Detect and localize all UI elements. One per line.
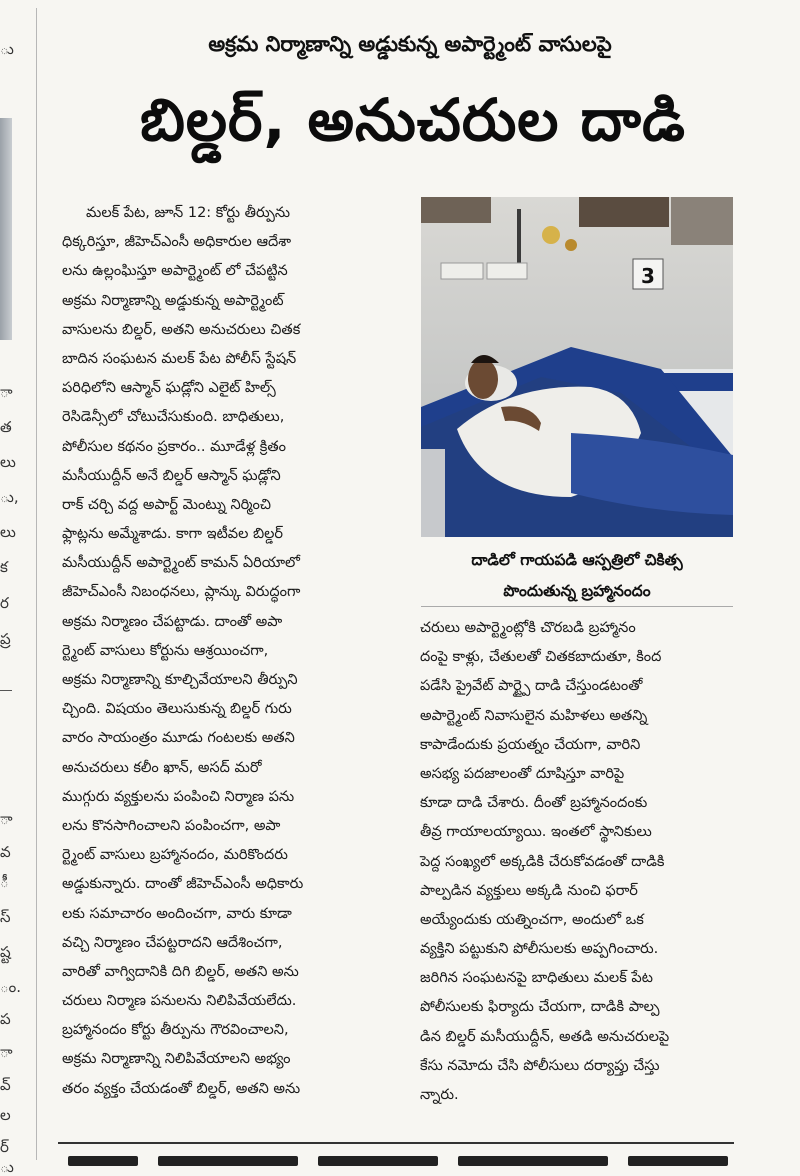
adjacent-text-fragment: ు, [0, 488, 19, 506]
body-line: చరులు నిర్మాణ పనులను నిలిపివేయలేదు. [62, 993, 297, 1010]
adjacent-text-fragment: ప్ర [0, 630, 11, 648]
adjacent-text-fragment: వ [0, 843, 11, 861]
body-line: అసభ్య పదజాలంతో దూషిస్తూ వారిపై [420, 765, 625, 782]
body-line: వాసులను బిల్డర్, అతని అనుచరులు చితక [62, 321, 301, 338]
bed-number-label: 3 [641, 264, 655, 288]
adjacent-text-fragment: స్ [0, 908, 11, 926]
body-line: అపార్ట్మెంట్ నివాసులైన మహిళలు అతన్ని [420, 707, 648, 724]
body-line: మసీయుద్దీన్ అపార్ట్మెంట్ కామన్ ఏరియాలో [62, 555, 300, 572]
body-line: అక్రమ నిర్మాణాన్ని అడ్డుకున్న అపార్ట్మెంట్ [62, 292, 284, 309]
body-line: పెద్ద సంఖ్యలో అక్కడికి చేరుకోవడంతో దాడికి [420, 853, 665, 870]
body-line: చ్చింది. విషయం తెలుసుకున్న బిల్డర్ గురు [62, 701, 292, 718]
adjacent-text-fragment: ీ [0, 873, 9, 891]
adjacent-text-fragment: ర [0, 594, 9, 612]
adjacent-article-edge [0, 0, 46, 1176]
article-headline: బిల్డర్, అనుచరుల దాడి [140, 86, 686, 154]
body-line: జరిగిన సంఘటనపై బాధితులు మలక్ పేట [420, 970, 653, 987]
body-line: ఫ్లాట్లను అమ్మేశాడు. కాగా ఇటీవల బిల్డర్ [62, 526, 284, 543]
body-line: ర్ట్మెంట్ వాసులు బ్రహ్మానందం, మరికొందరు [62, 847, 288, 864]
body-line: ముగ్గురు వ్యక్తులను పంపించి నిర్మాణ పను [62, 788, 295, 805]
adjacent-text-fragment: ా [0, 810, 13, 828]
body-line: దంపై కాళ్లు, చేతులతో చితకబాదుతూ, కింద [420, 649, 662, 666]
body-line: తీవ్ర గాయాలయ్యాయి. ఇంతలో స్థానికులు [420, 824, 652, 841]
adjacent-text-fragment: ా [0, 383, 13, 401]
body-line: పోలీసులకు ఫిర్యాదు చేయగా, దాడికి పాల్ప [420, 999, 660, 1016]
adjacent-text-fragment: క [0, 558, 8, 576]
body-line: కూడా దాడి చేశారు. దీంతో బ్రహ్మానందంకు [420, 795, 648, 812]
photo-caption-line: పొందుతున్న బ్రహ్మానందం [503, 582, 651, 600]
body-line: పరిధిలోని ఆస్మాన్ ఘడ్లోని ఎలైట్ హిల్స్ [62, 380, 276, 397]
body-line: కాపాడేందుకు ప్రయత్నం చేయగా, వారిని [420, 736, 641, 753]
body-line: మసీయుద్దీన్ అనే బిల్డర్ ఆస్మాన్ ఘడ్లోని [62, 467, 281, 484]
column-divider [36, 8, 37, 1160]
adjacent-text-fragment: ు [0, 40, 14, 58]
adjacent-text-fragment: ం. [0, 978, 22, 996]
body-line: బాదిన సంఘటన మలక్ పేట పోలీస్ స్టేషన్ [62, 350, 297, 367]
adjacent-text-fragment: ల [0, 1106, 11, 1124]
body-line: వారితో వాగ్విదానికి దిగి బిల్డర్, అతని అను [62, 963, 299, 980]
photo-caption-line: దాడిలో గాయపడి ఆస్పత్రిలో చికిత్స [471, 551, 683, 569]
body-line: ర్ట్మెంట్ వాసులు కోర్టును ఆశ్రయించగా, [62, 642, 269, 659]
body-line: జీహెచ్ఎంసీ నిబంధనలు, ప్లాన్కు విరుద్ధంగా [62, 584, 301, 601]
photo-caption [421, 545, 733, 607]
body-line: మలక్ పేట, జూన్ 12: కోర్టు తీర్పును [86, 205, 291, 221]
adjacent-text-fragment: ప [0, 1010, 11, 1028]
body-line: అక్రమ నిర్మాణాన్ని నిలిపివేయాలని అభ్యం [62, 1051, 291, 1068]
body-line: న్నారు. [420, 1087, 459, 1103]
body-line: తరం వ్యక్తం చేయడంతో బిల్డర్, అతని అను [62, 1080, 301, 1097]
body-line: పోలీసుల కథనం ప్రకారం.. మూడేళ్ల క్రితం [62, 438, 286, 455]
body-line: వచ్చి నిర్మాణం చేపట్టరాదని ఆదేశించగా, [62, 934, 283, 951]
body-line: అక్రమ నిర్మాణాన్ని కూల్చివేయాలని తీర్పుని [62, 672, 298, 688]
body-line: పడేసి ప్రైవేట్ పార్ట్పై దాడి చేస్తుండటంతో [420, 678, 643, 695]
body-line: చరులు అపార్ట్మెంట్లోకి చొరబడి బ్రహ్మానం [420, 620, 636, 636]
article-body-right-column [420, 614, 738, 1110]
body-line: కేసు నమోదు చేసి పోలీసులు దర్యాప్తు చేస్తు [420, 1057, 660, 1074]
article-bottom-rule [58, 1142, 734, 1144]
body-line: అడ్డుకున్నారు. దాంతో జీహెచ్ఎంసీ అధికారు [62, 876, 304, 893]
adjacent-text-fragment: ా [0, 1043, 13, 1061]
article-photo [421, 197, 733, 537]
body-line: లను కొనసాగించాలని పంపించగా, అపా [62, 817, 281, 834]
adjacent-column-rule [0, 690, 12, 691]
body-line: పాల్పడిన వ్యక్తులు అక్కడి నుంచి ఫరార్ [420, 882, 638, 899]
article-kicker: అక్రమ నిర్మాణాన్ని అడ్డుకున్న అపార్ట్మెంట్ వాసులపై [208, 32, 612, 56]
adjacent-text-fragment: వ్ [0, 1076, 11, 1094]
body-line: అక్రమ నిర్మాణం చేపట్టాడు. దాంతో అపా [62, 613, 283, 630]
body-line: రాక్ చర్చి వద్ద అపార్ట్ మెంట్ను నిర్మించి [62, 496, 271, 513]
hospital-bed-photo [421, 197, 733, 537]
body-line: బ్రహ్మానందం కోర్టు తీర్పును గౌరవించాలని, [62, 1022, 289, 1039]
article-body-left-column [62, 199, 392, 1104]
adjacent-text-fragment: ర్ [0, 1138, 9, 1156]
body-line: అనుచరులు కలీం ఖాన్, అసద్ మరో [62, 759, 262, 776]
body-line: వ్యక్తిని పట్టుకుని పోలీసులకు అప్పగించారు. [420, 941, 659, 958]
body-line: డిన బిల్డర్ మసీయుద్దీన్, అతడి అనుచరులపై [420, 1028, 670, 1045]
body-line: రెసిడెన్సీలో చోటుచేసుకుంది. బాధితులు, [62, 409, 285, 426]
adjacent-photo-sliver [0, 118, 12, 340]
body-line: లకు సమాచారం అందించగా, వారు కూడా [62, 905, 292, 922]
body-line: ధిక్కరిస్తూ, జీహెచ్ఎంసీ అధికారుల ఆదేశా [62, 234, 292, 251]
body-line: లను ఉల్లంఘిస్తూ అపార్ట్మెంట్ లో చేపట్టిన [62, 263, 288, 280]
adjacent-text-fragment: లు [0, 453, 16, 471]
next-article-headline-fragment [58, 1150, 734, 1166]
adjacent-text-fragment: త [0, 418, 12, 436]
body-line: వారం సాయంత్రం మూడు గంటలకు అతని [62, 730, 295, 747]
body-line: అయ్యేందుకు యత్నించగా, అందులో ఒక [420, 911, 644, 928]
adjacent-text-fragment: లు [0, 523, 16, 541]
caption-divider [421, 606, 733, 607]
adjacent-text-fragment: ు [0, 1158, 14, 1176]
adjacent-text-fragment: ష్ట [0, 943, 11, 961]
